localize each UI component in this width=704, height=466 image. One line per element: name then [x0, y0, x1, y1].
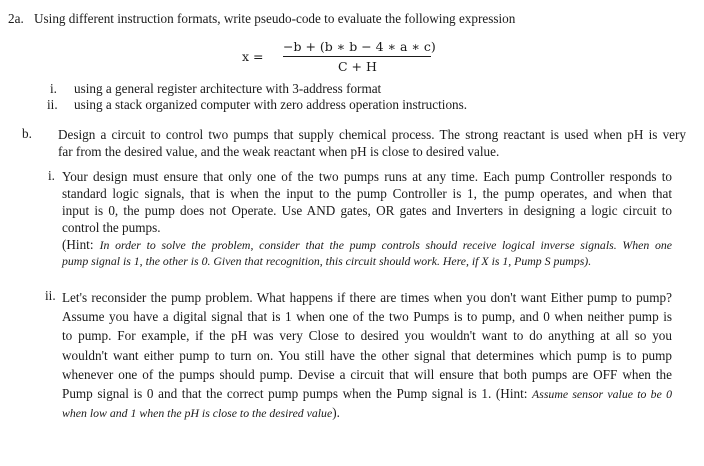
text-line: [62, 384, 672, 403]
text-line: Let's reconsider the pump problem. What happens if there are times when you don't want Either pump to pump?: [62, 290, 672, 305]
part-ii-label: ii.: [45, 288, 56, 303]
text-line: whenever one of the pumps should pump. Devise a circuit that will ensure that both pumps are OFF when the: [62, 366, 672, 382]
question-2a-prompt: Using different instruction formats, write pseudo-code to evaluate the following expression: [34, 11, 516, 26]
part-i-label: i.: [48, 168, 55, 183]
text-line: Assume you have a digital signal that is 1 when one of the two Pumps is to pump, and 0 when neither pump is: [62, 309, 672, 325]
text-line: input is 0, the pump does not Operate. Use AND gates, OR gates and Inverters in designing a logic circuit to: [62, 203, 672, 218]
text-segment: ).: [332, 405, 340, 421]
fraction-bar: [283, 56, 431, 57]
item-i-label: i.: [50, 81, 57, 96]
text-line: standard logic signals, that is when the input to the pump Controller is 1, the pump operates, and when that: [62, 186, 672, 201]
hint-text: In order to solve the problem, consider that the pump controls should receive logical inverse signals. When one: [99, 238, 672, 252]
item-ii-text: using a stack organized computer with zero address operation instructions.: [74, 97, 468, 112]
text-line: Your design must ensure that only one of the two pumps runs at any time. Each pump Controller responds to: [62, 169, 672, 184]
equation-lhs: x =: [242, 49, 264, 64]
text-line: Design a circuit to control two pumps that supply chemical process. The strong reactant is used when pH is very: [58, 127, 686, 142]
text-line: wouldn't want either pump to turn on. You still have the other signal that determines which pump is to pump: [62, 347, 672, 363]
text-line: far from the desired value, and the weak reactant when pH is close to desired value.: [58, 144, 500, 159]
hint-text: when low and 1 when the pH is close to the desired value: [62, 406, 333, 421]
text-line: to pump. For example, if the pH was very Close to desired you wouldn't want to do anything at all so you: [62, 328, 672, 344]
question-b-label: b.: [22, 126, 32, 141]
text-segment: Pump signal is 0 and that the correct pump pumps when the Pump signal is 1. (Hint:: [62, 385, 533, 401]
hint-line: pump signal is 1, the other is 0. Given that recognition, this circuit should work. Here, if X is 1, Pump S pumps).: [62, 254, 592, 268]
hint-text: Assume sensor value to be 0: [532, 386, 672, 401]
hint-prefix: (Hint:: [62, 237, 100, 252]
part-i-text: [62, 168, 672, 270]
equation-numerator: −b + (b ∗ b − 4 ∗ a ∗ c): [283, 39, 436, 54]
item-i-text: using a general register architecture with 3-address format: [74, 81, 382, 96]
question-b-text: [58, 126, 686, 160]
equation-denominator: C + H: [338, 59, 377, 74]
part-ii-text: [62, 288, 672, 422]
question-2a-label: 2a.: [8, 11, 24, 26]
item-ii-label: ii.: [47, 97, 58, 112]
text-line: [62, 403, 672, 422]
text-line: control the pumps.: [62, 220, 161, 235]
hint-line: [62, 236, 672, 253]
